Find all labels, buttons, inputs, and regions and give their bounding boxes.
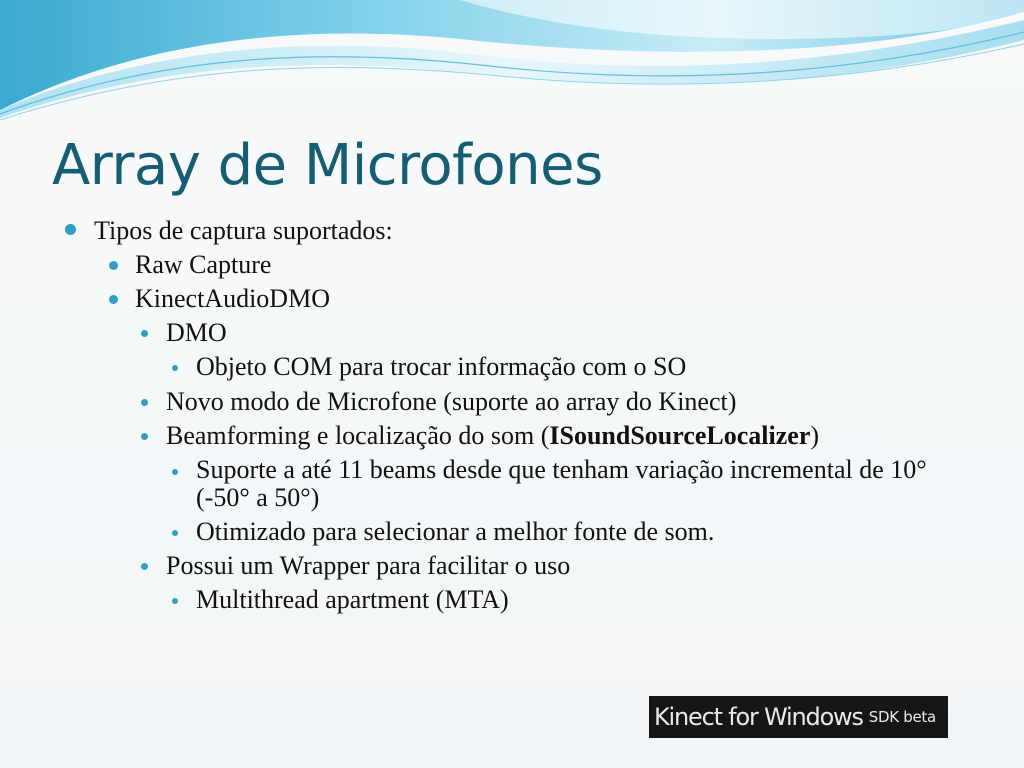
bullet-icon [141,563,148,570]
kinect-for-windows-logo [649,696,948,738]
logo-main-text: Kinect for Windows [654,703,863,731]
list-item: Novo modo de Microfone (suporte ao array do Kinect) [166,387,736,416]
list-item: Beamforming e localização do som (ISoundSourceLocalizer) [166,421,819,450]
header-wave-decoration [0,0,1024,130]
list-item: Otimizado para selecionar a melhor fonte de som. [196,517,714,546]
bullet-icon [141,330,148,337]
logo-suffix-text: SDK beta [868,708,936,726]
list-item: DMO [166,318,227,347]
bullet-icon [109,295,118,304]
list-item: Multithread apartment (MTA) [196,585,509,614]
bullet-icon [141,399,148,406]
list-item: Tipos de captura suportados: [94,216,393,245]
list-item: Possui um Wrapper para facilitar o uso [166,551,570,580]
bullet-icon [65,224,76,235]
bullet-icon [109,261,118,270]
class-name-bold: ISoundSourceLocalizer [549,421,811,450]
bullet-icon [172,365,178,371]
bullet-icon [141,433,148,440]
bullet-icon [172,598,178,604]
slide-title: Array de Microfones [52,133,603,198]
list-item: Objeto COM para trocar informação com o SO [196,352,686,381]
list-item: Suporte a até 11 beams desde que tenham variação incremental de 10° (-50° a 50°) [196,456,966,512]
bullet-icon [172,469,178,475]
list-item: Raw Capture [135,250,271,279]
bullet-icon [172,530,178,536]
list-item: KinectAudioDMO [135,284,330,313]
